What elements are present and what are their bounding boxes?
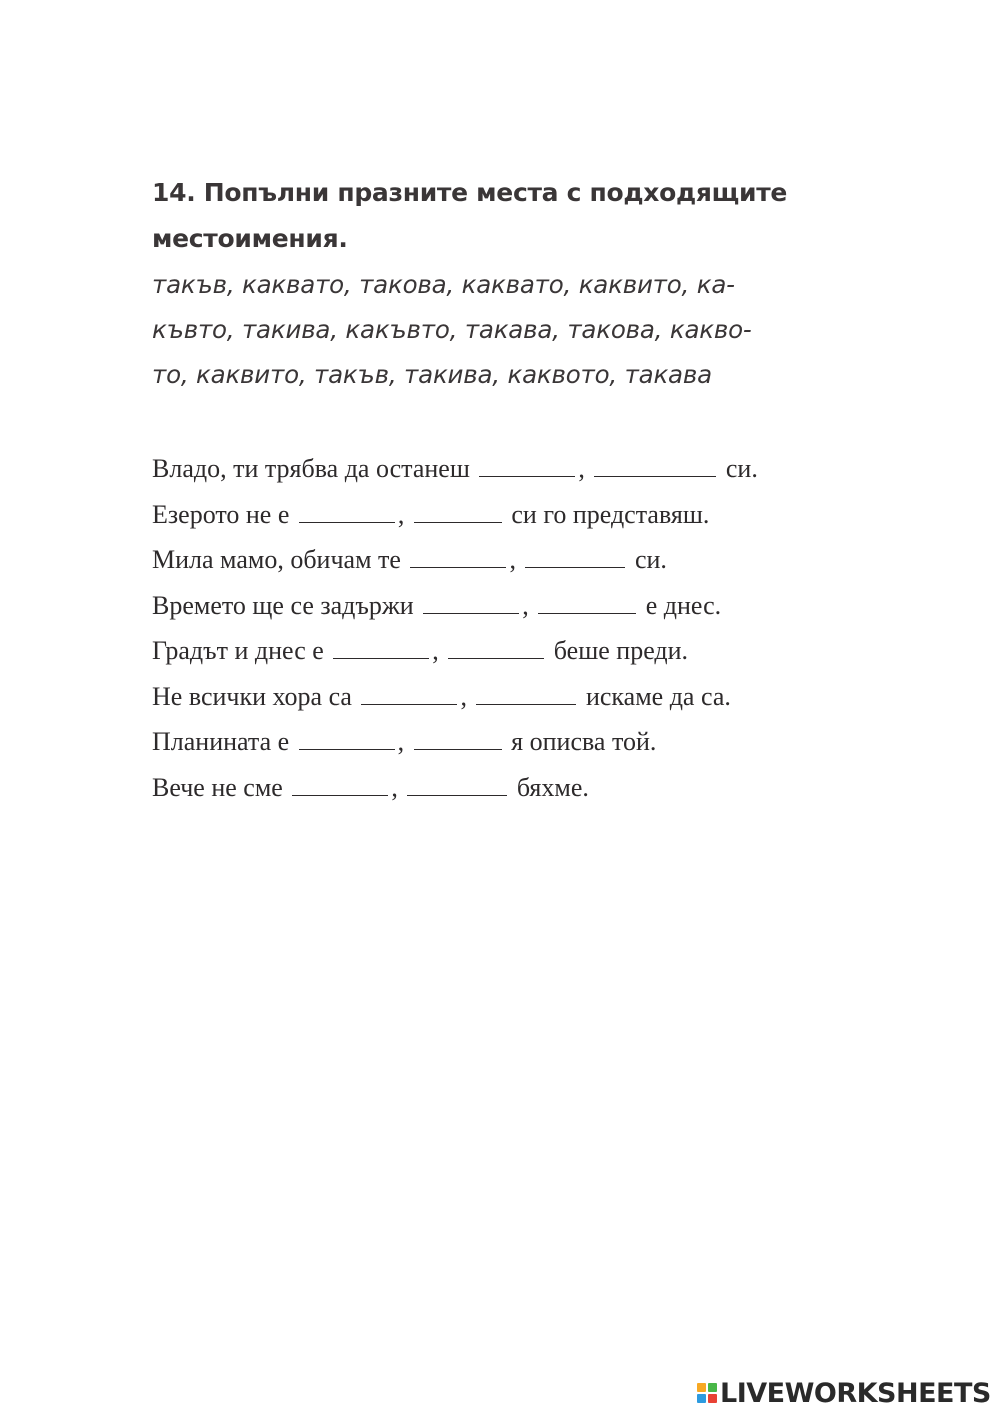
answer-blank-1[interactable] — [410, 547, 506, 568]
answer-blank-1[interactable] — [361, 684, 457, 705]
comma: , — [578, 454, 585, 483]
answer-blank-1[interactable] — [299, 729, 395, 750]
answer-blank-1[interactable] — [299, 502, 395, 523]
title-line-2: местоимения. — [152, 224, 348, 253]
answer-blank-2[interactable] — [476, 684, 576, 705]
sentence-start: Градът и днес е — [152, 636, 324, 665]
answer-blank-2[interactable] — [407, 775, 507, 796]
answer-blank-2[interactable] — [594, 456, 716, 477]
answer-blank-2[interactable] — [525, 547, 625, 568]
brand-name: LIVEWORKSHEETS — [720, 1377, 991, 1409]
comma: , — [432, 636, 439, 665]
sentence-row — [152, 446, 912, 492]
sentence-start: Вече не сме — [152, 772, 283, 802]
exercise-title — [152, 170, 852, 262]
answer-blank-2[interactable] — [414, 729, 502, 750]
sentence-end: е днес. — [645, 590, 722, 620]
sentence-end: я описва той. — [511, 727, 657, 756]
liveworksheets-logo — [697, 1376, 991, 1410]
comma: , — [509, 545, 516, 574]
logo-square-icon — [697, 1383, 706, 1392]
sentence-end: бяхме. — [516, 772, 589, 802]
word-bank — [152, 262, 852, 397]
sentence-start: Времето ще се задържи — [152, 590, 414, 620]
sentence-start: Владо, ти трябва да останеш — [152, 454, 470, 483]
sentence-start: Мила мамо, обичам те — [152, 545, 401, 574]
sentence-start: Не всички хора са — [152, 681, 352, 711]
sentence-end: си. — [634, 545, 667, 574]
logo-square-icon — [708, 1394, 717, 1403]
answer-blank-2[interactable] — [448, 638, 544, 659]
comma: , — [522, 590, 529, 620]
comma: , — [391, 772, 398, 802]
sentence-start: Езерото не е — [152, 499, 290, 529]
answer-blank-1[interactable] — [479, 456, 575, 477]
sentence-row — [152, 719, 912, 765]
title-line-1: 14. Попълни празните места с подходящите — [152, 178, 788, 207]
answer-blank-1[interactable] — [423, 593, 519, 614]
sentence-end: искаме да са. — [585, 681, 731, 711]
sentence-row — [152, 492, 912, 538]
word-bank-line: то, каквито, такъв, такива, каквото, такава — [152, 360, 712, 389]
sentence-row — [152, 583, 912, 629]
comma: , — [397, 727, 405, 756]
logo-grid-icon — [697, 1383, 717, 1403]
sentence-row — [152, 537, 912, 583]
sentence-end: си. — [725, 454, 758, 483]
comma: , — [397, 499, 405, 529]
sentence-list — [152, 446, 912, 810]
comma: , — [460, 681, 467, 711]
sentence-row — [152, 628, 912, 674]
word-bank-line: такъв, каквато, такова, каквато, каквито, ка- — [152, 270, 735, 299]
sentence-start: Планината е — [152, 727, 290, 756]
sentence-end: си го представяш. — [511, 499, 710, 529]
logo-square-icon — [708, 1383, 717, 1392]
answer-blank-2[interactable] — [538, 593, 636, 614]
logo-square-icon — [697, 1394, 706, 1403]
sentence-row — [152, 765, 912, 811]
word-bank-line: къвто, такива, какъвто, такава, такова, какво- — [152, 315, 752, 344]
sentence-end: беше преди. — [553, 636, 689, 665]
answer-blank-2[interactable] — [414, 502, 502, 523]
answer-blank-1[interactable] — [333, 638, 429, 659]
sentence-row — [152, 674, 912, 720]
answer-blank-1[interactable] — [292, 775, 388, 796]
